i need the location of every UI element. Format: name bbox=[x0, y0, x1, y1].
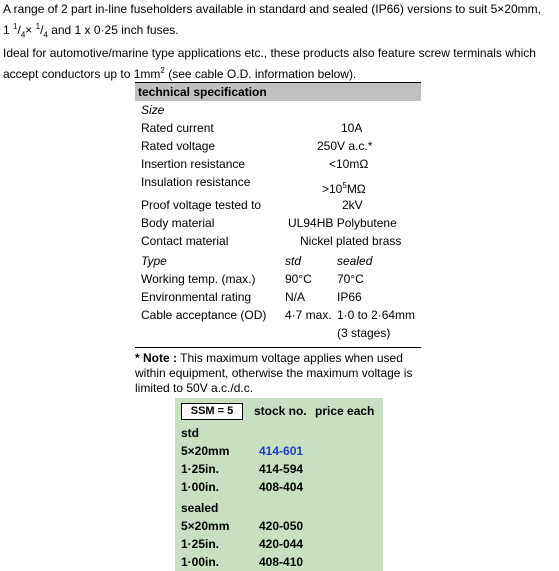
intro-paragraph bbox=[3, 0, 556, 83]
sealed-size-2: 1·25in. bbox=[181, 537, 220, 551]
spec-row-insulation-resistance: Insulation resistance $>10^5M\Omega$ bbox=[141, 175, 366, 196]
intro-line-3: Ideal for automotive/marine type applications etc., these products also feature screw terminals which bbox=[3, 46, 536, 61]
spec-header: technical specification bbox=[135, 82, 421, 101]
spec-row-working-temp: Working temp. (max.) 90°C 70°C bbox=[141, 272, 364, 286]
std-stock-link-414-601[interactable]: 414-601 bbox=[259, 444, 304, 458]
group-sealed-label: sealed bbox=[181, 501, 219, 515]
voltage-note: * Note : This maximum voltage applies when used within equipment, otherwise the maximum voltage is limited to 50V a.c./d.c. bbox=[135, 347, 421, 396]
intro-line-1: A range of 2 part in-line fuseholders available in standard and sealed (IP66) versions to suit 5×20mm, bbox=[3, 2, 541, 16]
sealed-size-1: 5×20mm bbox=[181, 519, 230, 533]
std-stock-no-3: 408-404 bbox=[259, 480, 304, 494]
stock-table bbox=[175, 398, 383, 571]
std-stock-no-2: 414-594 bbox=[259, 462, 304, 476]
spec-row-rated-current: Rated current 10A bbox=[141, 121, 363, 135]
spec-row-insertion-resistance: Insertion resistance <10mΩ bbox=[141, 157, 369, 171]
spec-row-rated-voltage: Rated voltage 250V a.c.* bbox=[141, 139, 373, 153]
spec-row-environmental-rating: Environmental rating N/A IP66 bbox=[141, 290, 362, 304]
std-size-2: 1·25in. bbox=[181, 462, 220, 476]
col-stock-no: stock no. bbox=[254, 404, 307, 418]
intro-line-2: 1 $^1/_4\times ^1/_4$ and 1 x 0·25 inch fuses. bbox=[3, 22, 179, 40]
sealed-stock-no-1: 420-050 bbox=[259, 519, 304, 533]
spec-row-type: Type std sealed bbox=[141, 254, 373, 268]
sealed-stock-no-3: 408-410 bbox=[259, 555, 304, 569]
technical-specification-table: technical specification Size Rated current 10A Rated voltage 250V a.c.* Insertion resistance <10mΩ Insulation resistance $>10^5M\Omega$ Proof voltage tested to 2kV Body material UL94HB Polybutene Contact material Nickel plated brass Type std sealed Working temp. (max.) 90°C 70°C Environmental rating N/A IP66 Cable acceptance (OD) 4·7 max. 1·0 to 2·64mm (3 stages) bbox=[135, 82, 421, 101]
ssm-badge: SSM = 5 bbox=[181, 403, 243, 420]
group-std-label: std bbox=[181, 426, 199, 440]
std-size-3: 1·00in. bbox=[181, 480, 220, 494]
intro-line-4: accept conductors up to $1mm^2$ (see cable O.D. information below). bbox=[3, 66, 357, 82]
spec-row-contact-material: Contact material Nickel plated brass bbox=[141, 234, 402, 248]
sealed-stock-no-2: 420-044 bbox=[259, 537, 304, 551]
spec-row-body-material: Body material UL94HB Polybutene bbox=[141, 216, 397, 230]
sealed-size-3: 1·00in. bbox=[181, 555, 220, 569]
spec-row-cable-acceptance: Cable acceptance (OD) 4·7 max. 1·0 to 2·64mm bbox=[141, 308, 416, 322]
spec-row-size: Size bbox=[141, 103, 165, 117]
spec-row-proof-voltage: Proof voltage tested to 2kV bbox=[141, 198, 363, 212]
std-size-1: 5×20mm bbox=[181, 444, 230, 458]
col-price-each: price each bbox=[315, 404, 375, 418]
